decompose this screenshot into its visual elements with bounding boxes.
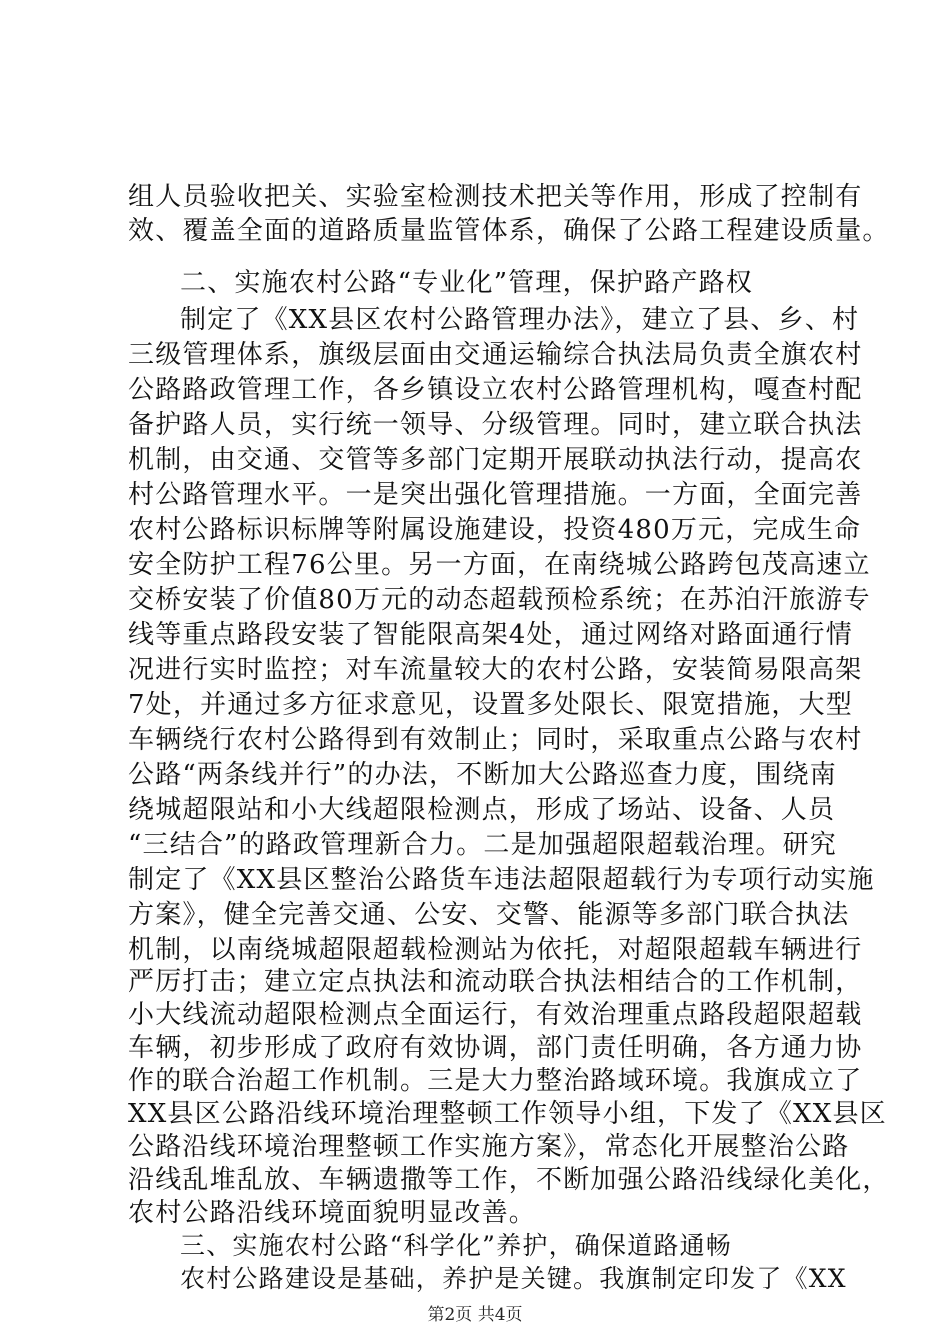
paragraph-line: 三级管理体系，旗级层面由交通运输综合执法局负责全旗农村 xyxy=(128,340,863,370)
paragraph-line: 农村公路沿线环境面貌明显改善。 xyxy=(128,1198,537,1228)
paragraph-line: 备护路人员，实行统一领导、分级管理。同时，建立联合执法 xyxy=(128,410,863,440)
paragraph-line: XX县区公路沿线环境治理整顿工作领导小组，下发了《XX县区 xyxy=(128,1099,887,1129)
paragraph-line: 交桥安装了价值80万元的动态超载预检系统；在苏泊汗旅游专 xyxy=(128,585,871,615)
paragraph-line: 机制，由交通、交管等多部门定期开展联动执法行动，提高农 xyxy=(128,445,863,475)
paragraph-line: 公路“两条线并行”的办法，不断加大公路巡查力度，围绕南 xyxy=(128,760,837,790)
paragraph-line: “三结合”的路政管理新合力。二是加强超限超载治理。研究 xyxy=(128,830,837,860)
page-number-footer: 第2页 共4页 xyxy=(427,1305,523,1325)
paragraph-line: 作的联合治超工作机制。三是大力整治路域环境。我旗成立了 xyxy=(128,1066,863,1096)
paragraph-line: 7处，并通过多方征求意见，设置多处限长、限宽措施，大型 xyxy=(128,690,853,720)
paragraph-line: 效、覆盖全面的道路质量监管体系，确保了公路工程建设质量。 xyxy=(128,216,890,246)
paragraph-line: 沿线乱堆乱放、车辆遗撒等工作，不断加强公路沿线绿化美化， xyxy=(128,1165,890,1195)
paragraph-line: 农村公路标识标牌等附属设施建设，投资480万元，完成生命 xyxy=(128,515,862,545)
paragraph-line: 况进行实时监控；对车流量较大的农村公路，安装简易限高架 xyxy=(128,655,863,685)
paragraph-line: 村公路管理水平。一是突出强化管理措施。一方面，全面完善 xyxy=(128,480,863,510)
paragraph-line: 线等重点路段安装了智能限高架4处，通过网络对路面通行情 xyxy=(128,620,853,650)
paragraph-line: 机制，以南绕城超限超载检测站为依托，对超限超载车辆进行 xyxy=(128,935,863,965)
paragraph-line: 方案》，健全完善交通、公安、交警、能源等多部门联合执法 xyxy=(128,900,850,930)
section-heading: 三、实施农村公路“科学化”养护，确保道路通畅 xyxy=(180,1231,732,1260)
paragraph-line: 安全防护工程76公里。另一方面，在南绕城公路跨包茂高速立 xyxy=(128,550,871,580)
paragraph-line: 农村公路建设是基础，养护是关键。我旗制定印发了《XX xyxy=(180,1264,847,1293)
paragraph-line: 组人员验收把关、实验室检测技术把关等作用，形成了控制有 xyxy=(128,182,863,212)
paragraph-line: 制定了《XX县区整治公路货车违法超限超载行为专项行动实施 xyxy=(128,865,875,895)
paragraph-line: 公路沿线环境治理整顿工作实施方案》，常态化开展整治公路 xyxy=(128,1132,850,1162)
paragraph-line: 严厉打击；建立定点执法和流动联合执法相结合的工作机制， xyxy=(128,967,863,997)
paragraph-line: 车辆，初步形成了政府有效协调，部门责任明确，各方通力协 xyxy=(128,1033,863,1063)
paragraph-line: 公路路政管理工作，各乡镇设立农村公路管理机构，嘎查村配 xyxy=(128,375,863,405)
section-heading: 二、实施农村公路“专业化”管理，保护路产路权 xyxy=(180,268,753,298)
paragraph-line: 车辆绕行农村公路得到有效制止；同时，采取重点公路与农村 xyxy=(128,725,863,755)
paragraph-line: 制定了《XX县区农村公路管理办法》，建立了县、乡、村 xyxy=(180,305,860,335)
paragraph-line: 小大线流动超限检测点全面运行，有效治理重点路段超限超载 xyxy=(128,1000,863,1030)
paragraph-line: 绕城超限站和小大线超限检测点，形成了场站、设备、人员 xyxy=(128,795,836,825)
